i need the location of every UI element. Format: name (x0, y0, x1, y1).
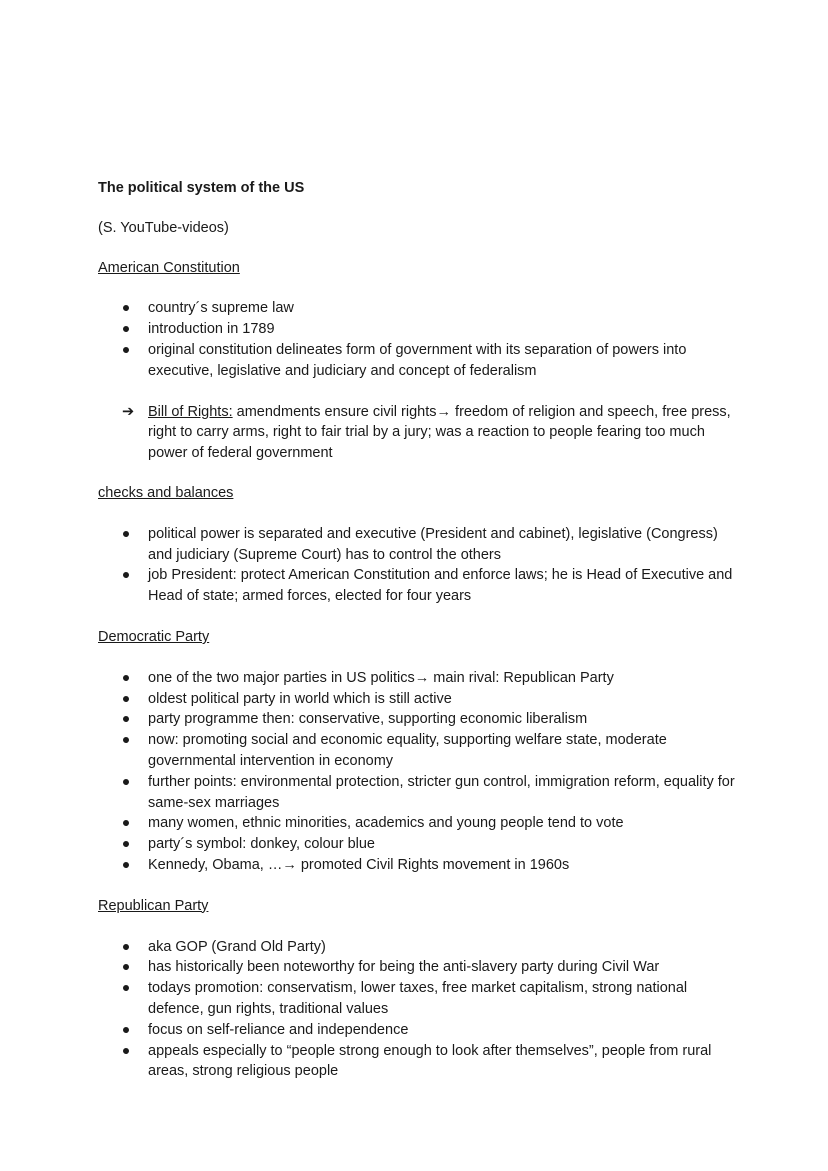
arrow-icon: ➔ (122, 403, 135, 420)
section-heading-democratic: Democratic Party (98, 628, 210, 645)
document-page (98, 178, 738, 1102)
bill-of-rights-item (98, 402, 738, 464)
list-item: oldest political party in world which is still active (98, 689, 738, 710)
republican-list (98, 937, 738, 1083)
list-item: country´s supreme law (98, 298, 738, 319)
list-item: party´s symbol: donkey, colour blue (98, 834, 738, 855)
list-item: job President: protect American Constitution and enforce laws; he is Head of Executive and Head of state; armed forces, elected for four years (98, 565, 738, 607)
section-heading-constitution: American Constitution (98, 259, 240, 276)
source-note: (S. YouTube-videos) (98, 219, 229, 236)
section-heading-republican: Republican Party (98, 897, 209, 914)
constitution-list (98, 298, 738, 381)
checks-list (98, 524, 738, 607)
list-item: has historically been noteworthy for being the anti-slavery party during Civil War (98, 957, 738, 978)
bill-of-rights-label: Bill of Rights: (148, 403, 233, 420)
list-item: further points: environmental protection, stricter gun control, immigration reform, equality for same-sex marriages (98, 772, 738, 814)
list-item: focus on self-reliance and independence (98, 1020, 738, 1041)
list-item: todays promotion: conservatism, lower taxes, free market capitalism, strong national defence, gun rights, traditional values (98, 978, 738, 1020)
list-item: aka GOP (Grand Old Party) (98, 937, 738, 958)
democratic-list (98, 668, 738, 876)
list-item: original constitution delineates form of government with its separation of powers into executive, legislative and judiciary and concept of federalism (98, 340, 738, 382)
list-item: many women, ethnic minorities, academics and young people tend to vote (98, 813, 738, 834)
list-item: now: promoting social and economic equality, supporting welfare state, moderate governmental intervention in economy (98, 730, 738, 772)
document-title: The political system of the US (98, 180, 305, 196)
list-item: appeals especially to “people strong enough to look after themselves”, people from rural areas, strong religious people (98, 1041, 738, 1083)
section-heading-checks: checks and balances (98, 484, 234, 501)
list-item: political power is separated and executive (President and cabinet), legislative (Congress) and judiciary (Supreme Court) has to control the others (98, 524, 738, 566)
list-item: one of the two major parties in US politics→ main rival: Republican Party (98, 668, 738, 689)
list-item: Kennedy, Obama, …→ promoted Civil Rights movement in 1960s (98, 855, 738, 876)
bill-of-rights-text: amendments ensure civil rights→ freedom of religion and speech, free press, right to carry arms, right to fair trial by a jury; was a reaction to people fearing too much power of federal government (148, 403, 731, 462)
list-item: party programme then: conservative, supporting economic liberalism (98, 709, 738, 730)
list-item: introduction in 1789 (98, 319, 738, 340)
